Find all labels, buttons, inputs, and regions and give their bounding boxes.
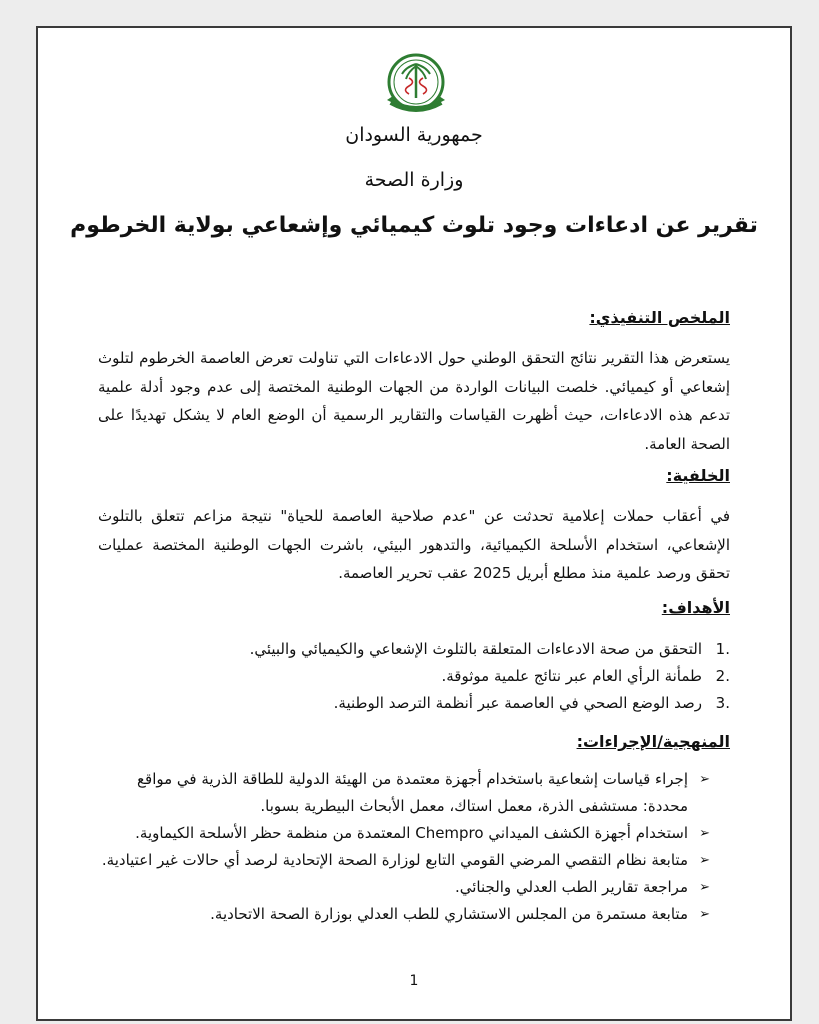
methods-heading: المنهجية/الإجراءات: bbox=[576, 732, 730, 751]
country-name: جمهورية السودان bbox=[345, 124, 483, 146]
list-item bbox=[98, 690, 730, 717]
list-number: .3 bbox=[715, 694, 730, 712]
ministry-logo bbox=[381, 50, 451, 120]
summary-text: يستعرض هذا التقرير نتائج التحقق الوطني حول الادعاءات التي تناولت تعرض العاصمة الخرطوم لتلوث إشعاعي أو كيميائي. خلصت البيانات الواردة من الجهات الوطنية المختصة إلى عدم وجود أدلة علمية تدعم هذه الادعاءات، حيث أظهرت القياسات والتقارير الرسمية أن الوضع العام لا يشكل تهديدًا على الصحة العامة. bbox=[98, 349, 730, 453]
goals-list bbox=[98, 636, 730, 717]
arrow-bullet-icon: ➢ bbox=[699, 880, 710, 895]
arrow-bullet-icon: ➢ bbox=[699, 907, 710, 922]
list-item-text: التحقق من صحة الادعاءات المتعلقة بالتلوث الإشعاعي والكيميائي والبيئي. bbox=[249, 640, 702, 658]
list-item bbox=[98, 901, 710, 928]
methods-list bbox=[98, 766, 710, 928]
list-item bbox=[98, 636, 730, 663]
list-item bbox=[98, 847, 710, 874]
background-text: في أعقاب حملات إعلامية تحدثت عن "عدم صلاحية العاصمة للحياة" نتيجة مزاعم تتعلق بالتلوث الإشعاعي، استخدام الأسلحة الكيميائية، والتدهور البيئي، باشرت الجهات الوطنية المختصة عمليات تحقق ورصد علمية منذ مطلع أبريل 2025 عقب تحرير العاصمة. bbox=[98, 507, 730, 582]
list-item-text: رصد الوضع الصحي في العاصمة عبر أنظمة الترصد الوطنية. bbox=[333, 694, 702, 712]
list-item-text: استخدام أجهزة الكشف الميداني Chempro المعتمدة من منظمة حظر الأسلحة الكيماوية. bbox=[135, 824, 688, 842]
list-item-text: متابعة نظام التقصي المرضي القومي التابع لوزارة الصحة الإتحادية لرصد أي حالات غير اعتيادية. bbox=[101, 851, 688, 869]
list-item-text: مراجعة تقارير الطب العدلي والجنائي. bbox=[454, 878, 688, 896]
list-item-text: طمأنة الرأي العام عبر نتائج علمية موثوقة. bbox=[441, 667, 702, 685]
report-title: تقرير عن ادعاءات وجود تلوث كيميائي وإشعاعي بولاية الخرطوم bbox=[70, 213, 758, 238]
arrow-bullet-icon: ➢ bbox=[699, 853, 710, 868]
list-item-text: إجراء قياسات إشعاعية باستخدام أجهزة معتمدة من الهيئة الدولية للطاقة الذرية في مواقع محددة: مستشفى الذرة، معمل استاك، معمل الأبحاث البيطرية بسوبا. bbox=[137, 770, 688, 815]
list-number: .2 bbox=[715, 667, 730, 685]
arrow-bullet-icon: ➢ bbox=[699, 826, 710, 841]
arrow-bullet-icon: ➢ bbox=[699, 772, 710, 787]
summary-heading: الملخص التنفيذي: bbox=[589, 308, 730, 327]
list-item bbox=[98, 874, 710, 901]
background-heading: الخلفية: bbox=[666, 466, 730, 485]
document-page bbox=[36, 26, 792, 1021]
list-item-text: متابعة مستمرة من المجلس الاستشاري للطب العدلي بوزارة الصحة الاتحادية. bbox=[210, 905, 688, 923]
list-number: .1 bbox=[715, 640, 730, 658]
list-item bbox=[98, 766, 710, 820]
page-number: 1 bbox=[409, 973, 419, 989]
list-item bbox=[98, 820, 710, 847]
list-item bbox=[98, 663, 730, 690]
ministry-name: وزارة الصحة bbox=[364, 169, 464, 191]
goals-heading: الأهداف: bbox=[661, 598, 730, 617]
